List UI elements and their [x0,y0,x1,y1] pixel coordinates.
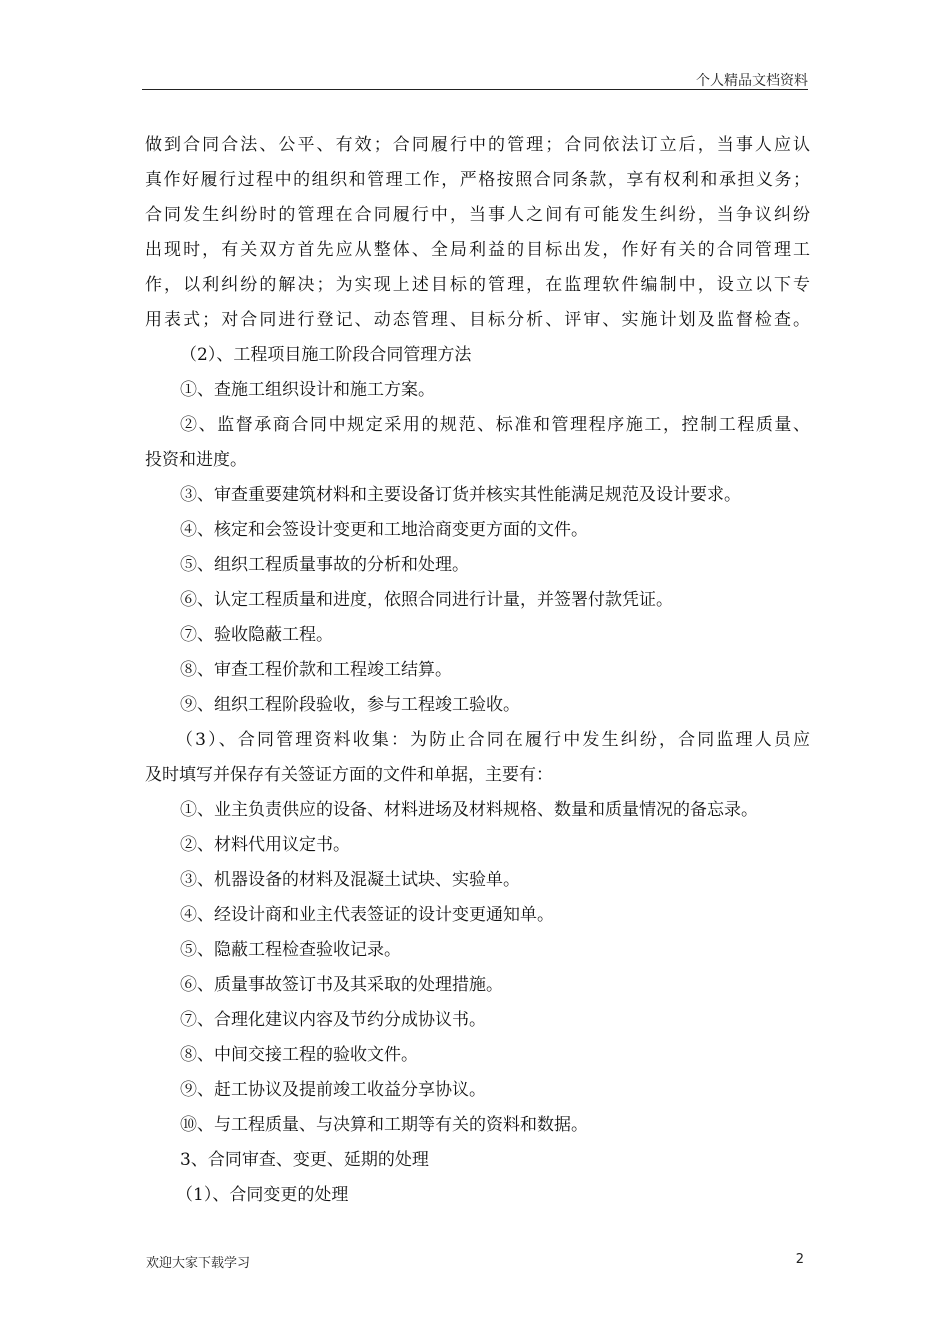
list-item: ⑤、组织工程质量事故的分析和处理。 [180,555,469,575]
paragraph-line: 出现时，有关双方首先应从整体、全局利益的目标出发，作好有关的合同管理工 [145,240,810,260]
section-heading: 3、合同审查、变更、延期的处理 [180,1150,429,1170]
list-item: ⑦、验收隐蔽工程。 [180,625,333,645]
section-heading-continuation: 及时填写并保存有关签证方面的文件和单据，主要有： [145,765,553,785]
list-item: ②、材料代用议定书。 [180,835,350,855]
list-item: ⑥、认定工程质量和进度，依照合同进行计量，并签署付款凭证。 [180,590,673,610]
list-item: ⑨、组织工程阶段验收，参与工程竣工验收。 [180,695,520,715]
document-body [145,128,810,1213]
list-item-continuation: 投资和进度。 [145,450,247,470]
page-header-text: 个人精品文档资料 [696,73,808,89]
list-item: ⑧、中间交接工程的验收文件。 [180,1045,418,1065]
list-item: ⑥、质量事故签订书及其采取的处理措施。 [180,975,503,995]
paragraph-line: 合同发生纠纷时的管理在合同履行中，当事人之间有可能发生纠纷，当争议纠纷 [145,205,810,225]
list-item: ④、经设计商和业主代表签证的设计变更通知单。 [180,905,554,925]
list-item: ③、审查重要建筑材料和主要设备订货并核实其性能满足规范及设计要求。 [180,485,741,505]
paragraph-line: 真作好履行过程中的组织和管理工作，严格按照合同条款，享有权利和承担义务； [145,170,810,190]
footer-text: 欢迎大家下载学习 [146,1256,251,1271]
list-item: ⑤、隐蔽工程检查验收记录。 [180,940,401,960]
paragraph-line: 作，以利纠纷的解决；为实现上述目标的管理，在监理软件编制中，设立以下专 [145,275,810,295]
section-subheading: （1）、合同变更的处理 [176,1185,349,1205]
section-heading: （2）、工程项目施工阶段合同管理方法 [180,345,472,365]
list-item: ①、查施工组织设计和施工方案。 [180,380,435,400]
list-item: ①、业主负责供应的设备、材料进场及材料规格、数量和质量情况的备忘录。 [180,800,758,820]
list-item: ④、核定和会签设计变更和工地洽商变更方面的文件。 [180,520,588,540]
list-item: ⑧、审查工程价款和工程竣工结算。 [180,660,452,680]
list-item: ②、监督承商合同中规定采用的规范、标准和管理程序施工，控制工程质量、 [180,415,810,435]
list-item: ⑦、合理化建议内容及节约分成协议书。 [180,1010,486,1030]
list-item: ③、机器设备的材料及混凝土试块、实验单。 [180,870,520,890]
list-item: ⑨、赶工协议及提前竣工收益分享协议。 [180,1080,486,1100]
paragraph-line: 用表式；对合同进行登记、动态管理、目标分析、评审、实施计划及监督检查。 [145,310,810,330]
section-heading: （3）、合同管理资料收集：为防止合同在履行中发生纠纷，合同监理人员应 [176,730,810,750]
header-divider [142,89,808,90]
paragraph-line: 做到合同合法、公平、有效；合同履行中的管理；合同依法订立后，当事人应认 [145,135,810,155]
page-number: 2 [795,1252,804,1267]
list-item: ⑩、与工程质量、与决算和工期等有关的资料和数据。 [180,1115,588,1135]
